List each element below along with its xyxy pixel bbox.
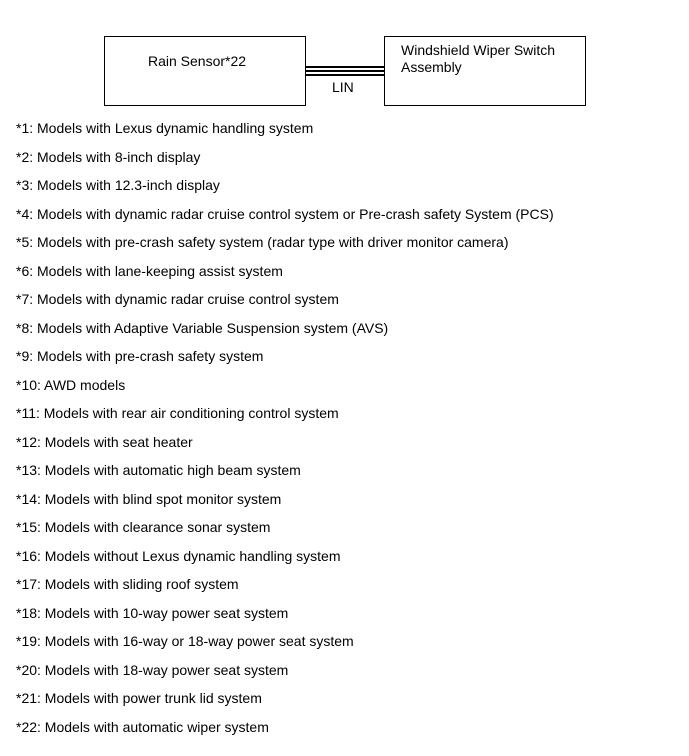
footnote: *3: Models with 12.3-inch display [16, 177, 220, 193]
footnote: *19: Models with 16-way or 18-way power seat system [16, 633, 354, 649]
wiper-switch-label-line1: Windshield Wiper Switch [401, 42, 556, 58]
footnote: *4: Models with dynamic radar cruise control system or Pre-crash safety System (PCS) [16, 205, 554, 222]
footnote: *20: Models with 18-way power seat system [16, 661, 289, 678]
footnote: *18: Models with 10-way power seat system [16, 604, 289, 621]
footnote: *22: Models with automatic wiper system [16, 718, 269, 735]
lin-bus-line-bottom [306, 74, 384, 76]
wiper-switch-box [384, 36, 586, 106]
lin-bus-line-top [306, 66, 384, 68]
footnote-list [16, 120, 554, 747]
footnote: *7: Models with dynamic radar cruise control system [16, 291, 339, 307]
lin-bus-line-middle [306, 70, 384, 72]
wiper-switch-label [401, 42, 555, 76]
footnote: *12: Models with seat heater [16, 433, 193, 450]
footnote: *2: Models with 8-inch display [16, 148, 201, 165]
footnote: *9: Models with pre-crash safety system [16, 348, 264, 364]
footnote: *10: AWD models [16, 376, 126, 393]
rain-sensor-label: Rain Sensor*22 [148, 53, 247, 69]
footnote: *14: Models with blind spot monitor system [16, 490, 282, 507]
footnote: *11: Models with rear air conditioning control system [16, 405, 339, 421]
footnote: *13: Models with automatic high beam system [16, 462, 301, 478]
footnote: *1: Models with Lexus dynamic handling system [16, 120, 314, 136]
footnote: *5: Models with pre-crash safety system (radar type with driver monitor camera) [16, 234, 509, 250]
footnote: *6: Models with lane-keeping assist system [16, 262, 283, 279]
wiper-switch-label-line2: Assembly [401, 59, 462, 75]
footnote: *8: Models with Adaptive Variable Suspension system (AVS) [16, 319, 389, 336]
lin-bus-label: LIN [332, 79, 354, 95]
footnote: *16: Models without Lexus dynamic handling system [16, 547, 341, 564]
rain-sensor-box [104, 36, 306, 106]
footnote: *21: Models with power trunk lid system [16, 690, 262, 706]
footnote: *17: Models with sliding roof system [16, 576, 239, 592]
footnote: *15: Models with clearance sonar system [16, 519, 271, 535]
